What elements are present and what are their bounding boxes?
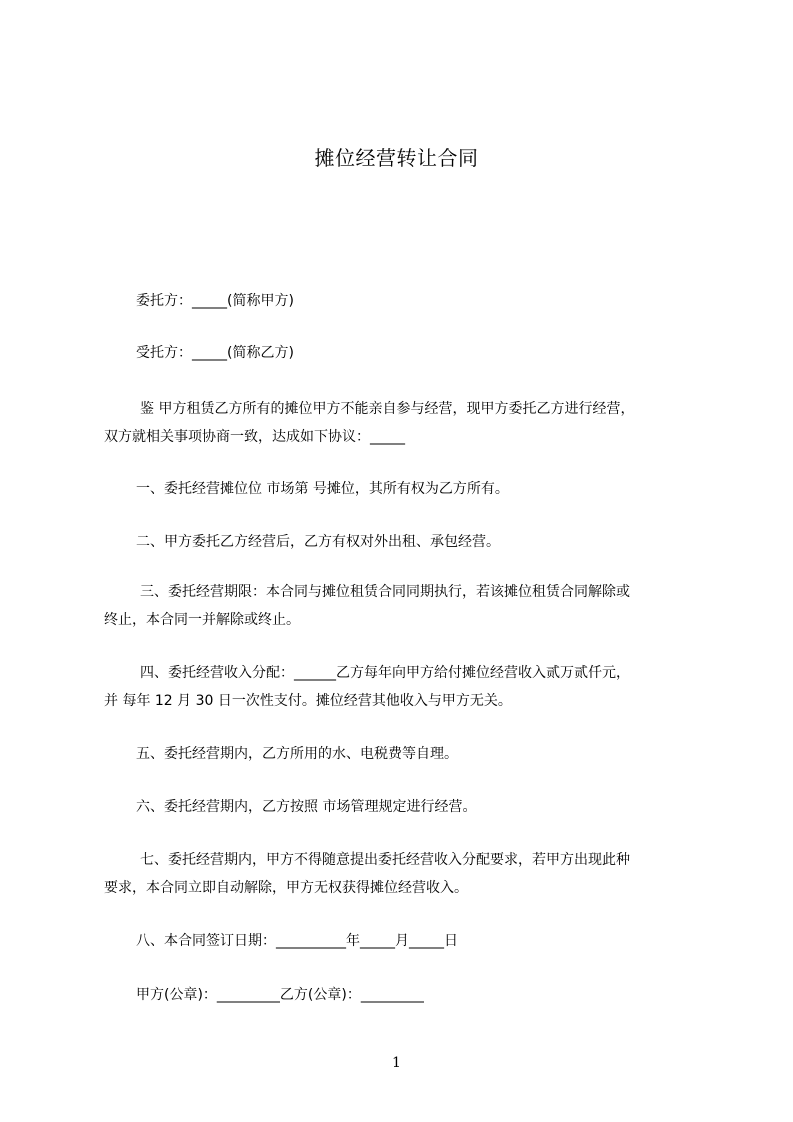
paragraph-preamble-line2: 双方就相关事项协商一致，达成如下协议：_____ <box>104 429 405 445</box>
page-number: 1 <box>392 1055 401 1071</box>
clause-4-line1: 四、委托经营收入分配：______乙方每年向甲方给付摊位经营收入贰万贰仟元， <box>140 665 630 681</box>
clause-7-line1: 七、委托经营期内，甲方不得随意提出委托经营收入分配要求，若甲方出现此种 <box>140 852 630 868</box>
clause-6: 六、委托经营期内，乙方按照 市场管理规定进行经营。 <box>136 799 477 815</box>
paragraph-principal: 委托方：_____(简称甲方) <box>136 293 294 309</box>
clause-4-line2: 并 每年 12 月 30 日一次性支付。摊位经营其他收入与甲方无关。 <box>104 693 512 709</box>
clause-1: 一、委托经营摊位位 市场第 号摊位，其所有权为乙方所有。 <box>136 481 509 497</box>
clause-7-line2: 要求，本合同立即自动解除，甲方无权获得摊位经营收入。 <box>104 880 468 896</box>
paragraph-agent: 受托方：_____(简称乙方) <box>136 345 294 361</box>
paragraph-preamble-line1: 鉴 甲方租赁乙方所有的摊位甲方不能亲自参与经营，现甲方委托乙方进行经营， <box>140 401 635 417</box>
document-title: 摊位经营转让合同 <box>314 146 479 170</box>
clause-3-line2: 终止，本合同一并解除或终止。 <box>104 612 300 628</box>
clause-8-signing-date: 八、本合同签订日期：__________年_____月_____日 <box>136 933 458 949</box>
clause-5: 五、委托经营期内，乙方所用的水、电税费等自理。 <box>136 746 458 762</box>
signature-line: 甲方(公章)：_________乙方(公章)：_________ <box>136 987 424 1003</box>
clause-2: 二、甲方委托乙方经营后，乙方有权对外出租、承包经营。 <box>136 534 500 550</box>
clause-3-line1: 三、委托经营期限：本合同与摊位租赁合同同期执行，若该摊位租赁合同解除或 <box>140 584 630 600</box>
